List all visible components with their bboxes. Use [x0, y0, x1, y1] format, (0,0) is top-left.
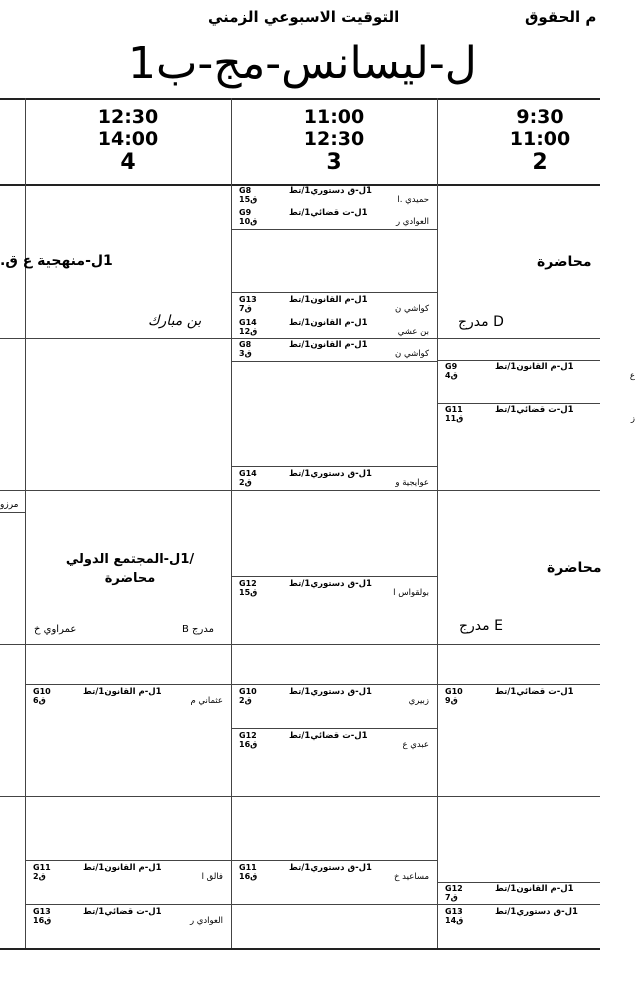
col-line-right: [437, 98, 438, 948]
session-room: ق16: [239, 740, 258, 749]
time-slot-2: [437, 106, 643, 175]
session-teacher: عوايجية و: [395, 478, 429, 488]
session-group: G9: [239, 208, 252, 217]
session-group: G14: [239, 318, 257, 327]
session-room: ق15: [239, 588, 258, 597]
session-teacher: العوادي ر: [189, 916, 223, 926]
session-entry: [239, 208, 429, 228]
subcell-line: [231, 576, 437, 577]
session-room: ق16: [33, 916, 52, 925]
session-course: 1ل-ق دستوري1/تط: [289, 579, 372, 589]
subcell-line: [231, 361, 437, 362]
session-course: 1ل-ت قضائي1/تط: [289, 208, 368, 218]
intl-lecture: [40, 550, 220, 588]
subcell-line: [231, 466, 437, 467]
intl-course: /1ل-المجتمع الدولي: [65, 552, 195, 567]
subcell-line: [231, 728, 437, 729]
session-group: G12: [239, 579, 257, 588]
intl-room: مدرج B: [182, 624, 214, 635]
session-teacher: حميدي .ا: [397, 195, 429, 205]
session-teacher: العوادي ر: [395, 217, 429, 227]
session-entry: [239, 186, 429, 206]
session-group: G13: [445, 907, 463, 916]
session-course: 1ل-م القانون1/تط: [289, 295, 368, 305]
intl-teacher: عمراوي خ: [34, 624, 77, 635]
session-room: ق9: [445, 696, 458, 705]
session-room: ق4: [445, 371, 458, 380]
session-course: 1ل-م القانون1/تط: [495, 362, 574, 372]
class-name: 1ل-ليسانس-مج-ب: [128, 38, 477, 89]
grid-top: [0, 98, 600, 100]
session-room: ق15: [239, 195, 258, 204]
session-room: ق2: [239, 696, 252, 705]
session-course: 1ل-ت قضائي1/تط: [495, 687, 574, 697]
session-group: G9: [445, 362, 458, 371]
session-course: 1ل-ت قضائي1/تط: [495, 405, 574, 415]
subcell-line: [437, 360, 600, 361]
session-teacher: عبدي ع: [402, 740, 429, 750]
subcell-line: [25, 684, 231, 685]
col-line-left: [25, 98, 26, 948]
day-divider-4: [0, 796, 600, 797]
session-entry: [33, 907, 223, 927]
session-room: ق16: [239, 872, 258, 881]
slot-end: 14:00: [97, 128, 159, 150]
slot-number: 2: [532, 150, 548, 175]
grid-bottom: [0, 948, 600, 950]
subcell-line: [25, 860, 231, 861]
subcell-line: [231, 229, 437, 230]
subcell-line: [231, 860, 437, 861]
session-entry: [445, 362, 635, 382]
session-room: ق11: [445, 414, 464, 423]
session-course: 1ل-ق دستوري1/تط: [495, 907, 578, 917]
time-slot-3: [231, 106, 437, 175]
subcell-line: [437, 904, 600, 905]
session-teacher: عثماني م: [190, 696, 223, 706]
session-room: ق6: [33, 696, 46, 705]
slot-start: 12:30: [97, 106, 159, 128]
session-entry: [445, 405, 635, 425]
session-group: G11: [239, 863, 257, 872]
session-entry: [445, 884, 635, 904]
subcell-line: [437, 882, 600, 883]
session-teacher: بن عشي: [397, 327, 429, 337]
day-divider-3: [0, 644, 600, 645]
day-divider-2: [0, 490, 600, 491]
session-group: G8: [239, 186, 252, 195]
slot-start: 9:30: [516, 106, 564, 128]
session-group: G12: [239, 731, 257, 740]
session-teacher: ع: [629, 371, 635, 381]
methodology-lecture: 1ل-منهجية ع ق.: [0, 253, 113, 269]
session-course: 1ل-ق دستوري1/تط: [289, 863, 372, 873]
session-room: ق3: [239, 349, 252, 358]
session-entry: [239, 687, 429, 707]
session-room: ق2: [33, 872, 46, 881]
lecture-e-room: مدرج E: [459, 618, 503, 634]
session-group: G8: [239, 340, 252, 349]
session-group: G13: [33, 907, 51, 916]
session-entry: [239, 295, 429, 315]
session-room: ق2: [239, 478, 252, 487]
slot-number: 4: [120, 150, 136, 175]
session-entry: [239, 340, 429, 360]
subcell-line: [231, 292, 437, 293]
session-course: 1ل-ق دستوري1/تط: [289, 469, 372, 479]
session-teacher: كواشي ن: [395, 304, 429, 314]
session-course: 1ل-ق دستوري1/تط: [289, 687, 372, 697]
session-group: G10: [239, 687, 257, 696]
lecture-e-label: محاضرة: [547, 560, 602, 576]
faculty-name: م الحقوق: [525, 8, 597, 26]
subcell-line: [231, 904, 437, 905]
session-entry: [33, 687, 223, 707]
subcell-line: [25, 904, 231, 905]
side-name: مرزو: [0, 500, 19, 510]
session-entry: [239, 318, 429, 338]
session-room: ق7: [445, 893, 458, 902]
session-group: G10: [33, 687, 51, 696]
slot-number: 3: [326, 150, 342, 175]
session-course: 1ل-م القانون1/تط: [289, 318, 368, 328]
slot-start: 11:00: [303, 106, 365, 128]
session-course: 1ل-ت قضائي1/تط: [83, 907, 162, 917]
lecture-d-room: مدرج D: [458, 314, 504, 330]
session-room: ق14: [445, 916, 464, 925]
methodology-teacher: بن مبارك: [148, 313, 202, 329]
session-course: 1ل-ق دستوري1/تط: [289, 186, 372, 196]
session-teacher: مساعيد خ: [393, 872, 429, 882]
lecture-d-label: محاضرة: [537, 254, 592, 270]
session-course: 1ل-ت قضائي1/تط: [289, 731, 368, 741]
session-room: ق7: [239, 304, 252, 313]
session-entry: [239, 469, 429, 489]
session-entry: [239, 579, 429, 599]
slot-end: 12:30: [303, 128, 365, 150]
time-slot-4: [25, 106, 231, 175]
session-entry: [239, 731, 429, 751]
session-entry: [445, 907, 635, 927]
session-course: 1ل-م القانون1/تط: [289, 340, 368, 350]
session-teacher: بولقواس ا: [393, 588, 429, 598]
session-course: 1ل-م القانون1/تط: [83, 687, 162, 697]
session-teacher: زبيري: [408, 696, 429, 706]
slot-end: 11:00: [509, 128, 571, 150]
session-group: G10: [445, 687, 463, 696]
session-group: G14: [239, 469, 257, 478]
session-entry: [33, 863, 223, 883]
session-entry: [239, 863, 429, 883]
subcell-line: [437, 403, 600, 404]
session-teacher: كواشي ن: [395, 349, 429, 359]
day-divider-1: [0, 338, 600, 339]
session-room: ق10: [239, 217, 258, 226]
session-group: G13: [239, 295, 257, 304]
session-group: G12: [445, 884, 463, 893]
session-room: ق12: [239, 327, 258, 336]
session-course: 1ل-م القانون1/تط: [495, 884, 574, 894]
session-entry: [445, 687, 635, 707]
subcell-line: [231, 684, 437, 685]
subcell-line: [0, 512, 25, 513]
session-teacher: فالق ا: [201, 872, 223, 882]
session-teacher: ز: [630, 414, 635, 424]
session-course: 1ل-م القانون1/تط: [83, 863, 162, 873]
intl-label: محاضرة: [104, 571, 156, 586]
subcell-line: [437, 684, 600, 685]
session-group: G11: [445, 405, 463, 414]
session-group: G11: [33, 863, 51, 872]
schedule-title: التوقيت الاسبوعي الزمني: [208, 8, 400, 26]
col-line-mid: [231, 98, 232, 948]
